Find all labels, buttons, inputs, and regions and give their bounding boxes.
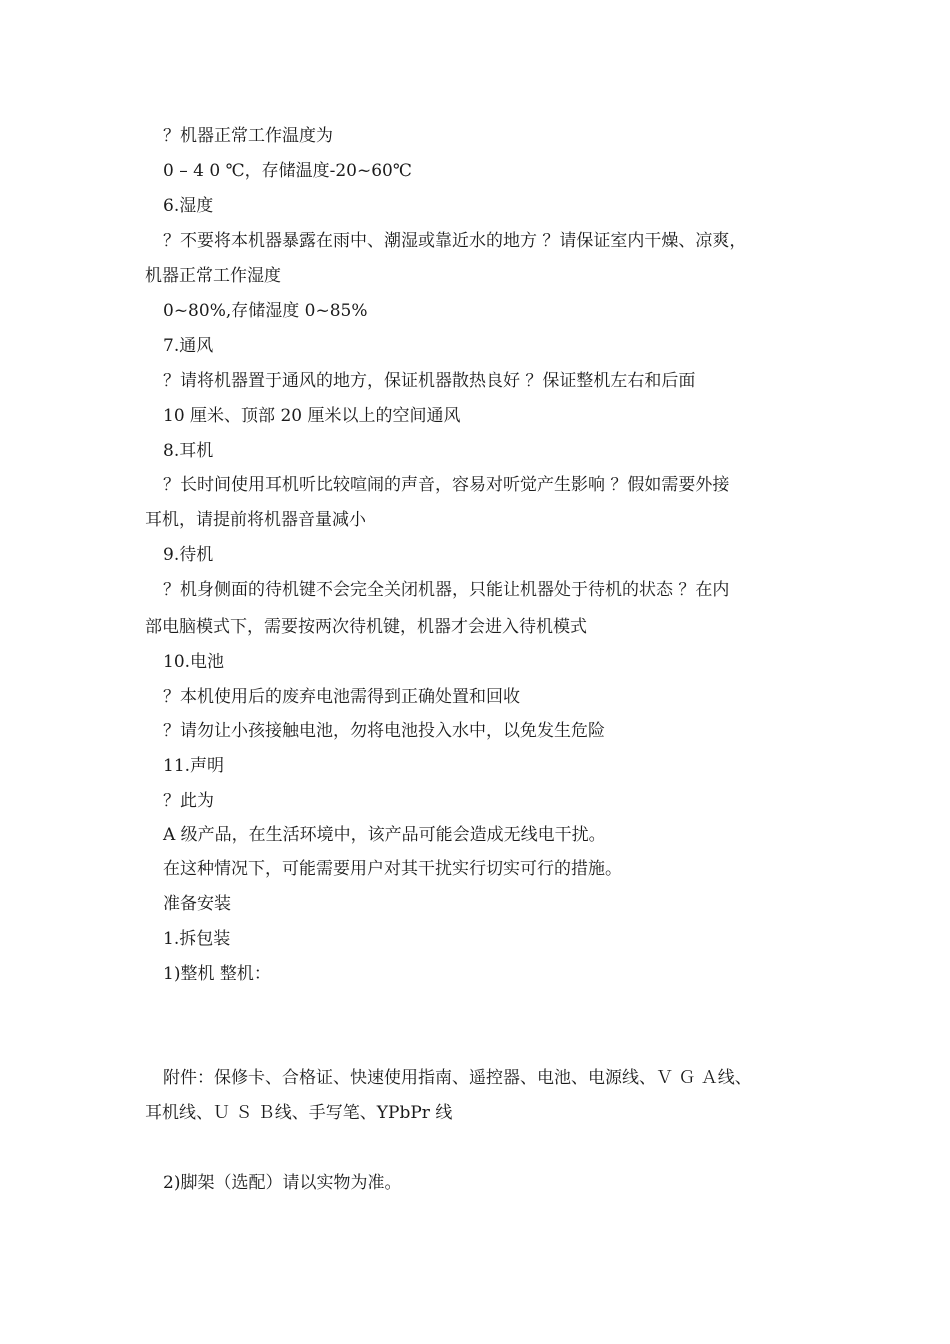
text-line: 耳机，请提前将机器音量减小 xyxy=(145,510,366,530)
section-heading: 8.耳机 xyxy=(163,441,214,461)
text-line: ？请勿让小孩接触电池，勿将电池投入水中，以免发生危险 xyxy=(163,721,605,741)
text-line: ？不要将本机器暴露在雨中、潮湿或靠近水的地方 ？请保证室内干燥、凉爽， xyxy=(163,231,747,251)
text-line: ？机身侧面的待机键不会完全关闭机器，只能让机器处于待机的状态 ？在内 xyxy=(163,580,730,600)
text-line: ？机器正常工作温度为 xyxy=(163,126,333,146)
text-line: ？请将机器置于通风的地方，保证机器散热良好 ？保证整机左右和后面 xyxy=(163,371,696,391)
text-line: 在这种情况下，可能需要用户对其干扰实行切实可行的措施。 xyxy=(163,859,622,879)
section-heading: 7.通风 xyxy=(163,336,214,356)
text-line: 机器正常工作湿度 xyxy=(145,266,281,286)
text-line: ？本机使用后的废弃电池需得到正确处置和回收 xyxy=(163,687,520,707)
text-line: ？长时间使用耳机听比较喧闹的声音，容易对听觉产生影响 ？假如需要外接 xyxy=(163,475,730,495)
text-line: 0 – 4 0 ℃，存储温度-20~60℃ xyxy=(163,161,412,181)
text-line: A 级产品，在生活环境中，该产品可能会造成无线电干扰。 xyxy=(163,825,606,845)
text-line: 部电脑模式下，需要按两次待机键，机器才会进入待机模式 xyxy=(145,617,587,637)
text-line: 附件：保修卡、合格证、快速使用指南、遥控器、电池、电源线、Ｖ Ｇ Ａ线、 xyxy=(163,1068,752,1088)
text-line: 耳机线、Ｕ Ｓ Ｂ线、手写笔、YPbPr 线 xyxy=(145,1103,453,1123)
text-line: 10 厘米、顶部 20 厘米以上的空间通风 xyxy=(163,406,461,426)
text-line: 0~80%,存储湿度 0~85% xyxy=(163,301,368,321)
text-line: 1)整机 整机： xyxy=(163,964,271,984)
section-heading: 6.湿度 xyxy=(163,196,214,216)
text-line: 2)脚架（选配）请以实物为准。 xyxy=(163,1173,402,1193)
section-heading: 11.声明 xyxy=(163,756,225,776)
section-heading: 1.拆包装 xyxy=(163,929,231,949)
section-heading: 10.电池 xyxy=(163,652,225,672)
text-line: ？此为 xyxy=(163,791,214,811)
section-heading: 准备安装 xyxy=(163,894,231,914)
section-heading: 9.待机 xyxy=(163,545,214,565)
